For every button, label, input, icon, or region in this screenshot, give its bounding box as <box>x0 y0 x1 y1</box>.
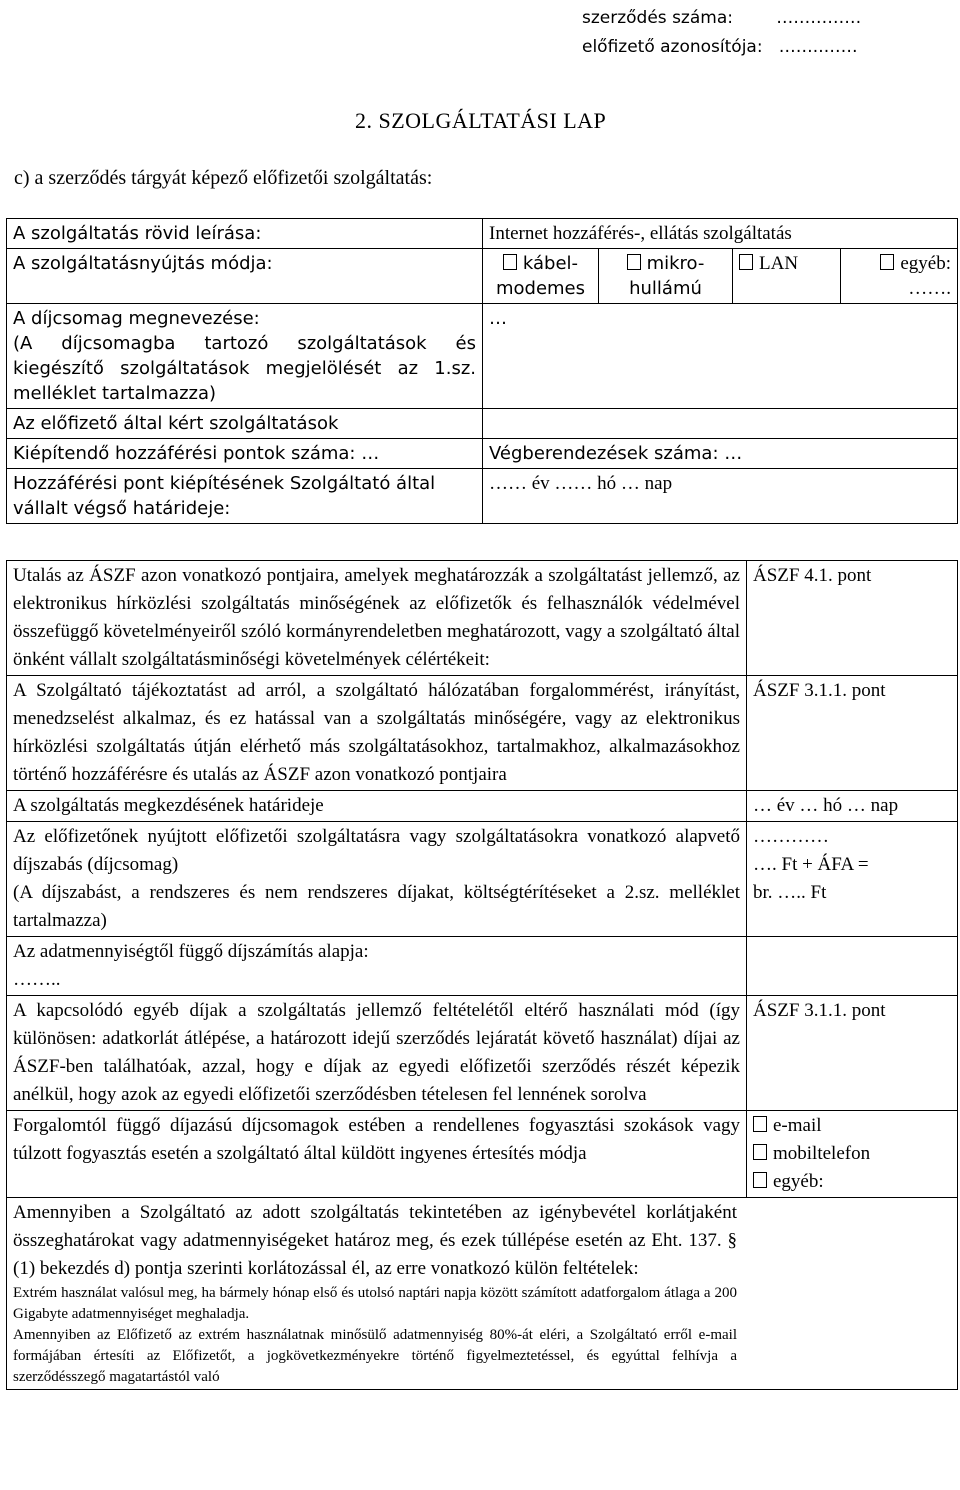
short-desc-value: Internet hozzáférés-, ellátás szolgáltatás <box>483 219 958 249</box>
method-option-lan[interactable] <box>733 249 841 304</box>
row-text: A szolgáltatás megkezdésének határideje <box>7 791 747 822</box>
method-option-other[interactable] <box>841 249 958 304</box>
package-label: A díjcsomag megnevezése: (A díjcsomagba tartozó szolgáltatások és kiegészítő szolgáltatások megjelölését az 1.sz. melléklet tartalmazza) <box>7 304 483 409</box>
table-row <box>7 469 958 524</box>
row-ref <box>747 937 958 996</box>
option-label: mikro- hullámú <box>629 253 705 299</box>
contract-number-value: …………… <box>776 8 862 28</box>
table-row <box>7 1111 958 1198</box>
table-row <box>7 304 958 409</box>
row-ref: ÁSZF 4.1. pont <box>747 561 958 676</box>
row-text: Az előfizetőnek nyújtott előfizetői szolgáltatásra vagy szolgáltatásokra vonatkozó alapvető díjszabás (díjcsomag) (A díjszabást, a rendszeres és nem rendszeres díjakat, költségtérítéseket a 2.sz. melléklet tartalmazza) <box>7 822 747 937</box>
notification-options <box>747 1111 958 1198</box>
contract-number-label: szerződés száma: <box>582 8 733 28</box>
option-mobile[interactable] <box>753 1140 951 1168</box>
table-row <box>7 996 958 1111</box>
option-label: mobiltelefon <box>773 1143 871 1164</box>
service-summary-table <box>6 218 958 524</box>
checkbox-icon[interactable] <box>739 254 753 270</box>
section-subtitle: c) a szerződés tárgyát képező előfizetői szolgáltatás: <box>14 167 433 189</box>
row-text: Amennyiben a Szolgáltató az adott szolgáltatás tekintetében az igénybevétel korlátjaként összeghatárokat vagy adatmennyiségeket határoz meg, és ezek túllépése esetén az Eht. 137. § (1) bekezdés d) pontja szerinti korlátozással él, az erre vonatkozó külön feltételek: <box>13 1202 737 1279</box>
method-option-microwave[interactable] <box>599 249 733 304</box>
table-row <box>7 937 958 996</box>
table-row <box>7 439 958 469</box>
row-ref: ………… …. Ft + ÁFA = br. ….. Ft <box>747 822 958 937</box>
extreme-use-warning: Amennyiben az Előfizető az extrém használatnak minősülő adatmennyiség 80%-át eléri, a Szolgáltató erről e-mail formájában értesíti az Előfizetőt, a jogkövetkezményekre történő figyelmeztetéssel, és egyúttal felhívja a szerződésszegő magatartástól való <box>13 1327 737 1385</box>
option-label: egyéb: ……. <box>900 253 951 299</box>
row-ref: … év … hó … nap <box>747 791 958 822</box>
row-ref: ÁSZF 3.1.1. pont <box>747 676 958 791</box>
table-row <box>7 409 958 439</box>
option-other[interactable] <box>753 1168 951 1196</box>
requested-services-label: Az előfizető által kért szolgáltatások <box>7 409 483 439</box>
deadline-value: …… év …… hó … nap <box>483 469 958 524</box>
table-row <box>7 822 958 937</box>
checkbox-icon[interactable] <box>627 254 641 270</box>
requested-services-value <box>483 409 958 439</box>
table-row <box>7 791 958 822</box>
checkbox-icon[interactable] <box>753 1144 767 1160</box>
access-points-label: Kiépítendő hozzáférési pontok száma: … <box>7 439 483 469</box>
table-row <box>7 1198 958 1390</box>
document-header <box>582 4 861 62</box>
option-label: egyéb: <box>773 1171 824 1192</box>
option-label: e-mail <box>773 1115 822 1136</box>
row-text: Forgalomtól függő díjazású díjcsomagok estében a rendellenes fogyasztási szokások vagy túlzott fogyasztás esetén a szolgáltató által küldött ingyenes értesítés módja <box>7 1111 747 1198</box>
checkbox-icon[interactable] <box>753 1116 767 1132</box>
limits-cell <box>7 1198 958 1390</box>
table-row <box>7 676 958 791</box>
service-details-table <box>6 560 958 1390</box>
checkbox-icon[interactable] <box>753 1172 767 1188</box>
option-email[interactable] <box>753 1112 951 1140</box>
subscriber-id-value: ……..…… <box>778 37 858 57</box>
short-desc-label: A szolgáltatás rövid leírása: <box>7 219 483 249</box>
table-row <box>7 561 958 676</box>
table-row <box>7 249 958 304</box>
page-title: 2. SZOLGÁLTATÁSI LAP <box>355 108 607 133</box>
checkbox-icon[interactable] <box>503 254 517 270</box>
table-row <box>7 219 958 249</box>
row-text: A Szolgáltató tájékoztatást ad arról, a szolgáltató hálózatában forgalommérést, irányítást, menedzselést alkalmaz, és ez hatással van a szolgáltatás minőségére, vagy az elektronikus hírközlési szolgáltatás útján elérhető más szolgáltatásokhoz, tartalmakhoz, alkalmazásokhoz történő hozzáférésre és utalás az ÁSZF azon vonatkozó pontjaira <box>7 676 747 791</box>
option-label: kábel- modemes <box>495 253 586 299</box>
option-label: LAN <box>759 253 799 274</box>
checkbox-icon[interactable] <box>880 254 894 270</box>
row-ref: ÁSZF 3.1.1. pont <box>747 996 958 1111</box>
row-text: A kapcsolódó egyéb díjak a szolgáltatás jellemző feltételétől eltérő használati mód (így különösen: adatkorlát átlépése, a határozott idejű szerződés lejáratát követő használat) díjai az ÁSZF-ben találhatóak, azzal, hogy e díjak az egyedi előfizetői szerződés részét képezik anélkül, hogy azok az egyedi előfizetői szerződésben tételesen fel lennének sorolva <box>7 996 747 1111</box>
devices-label: Végberendezések száma: … <box>483 439 958 469</box>
deadline-label: Hozzáférési pont kiépítésének Szolgáltató által vállalt végső határideje: <box>7 469 483 524</box>
method-label: A szolgáltatásnyújtás módja: <box>7 249 483 304</box>
subscriber-id-label: előfizető azonosítója: <box>582 37 763 57</box>
extreme-use-note: Extrém használat valósul meg, ha bármely hónap első és utolsó naptári napja között számított adatforgalom átlaga a 200 Gigabyte adatmennyiséget meghaladja. <box>13 1285 737 1322</box>
row-text: Az adatmennyiségtől függő díjszámítás alapja: …….. <box>7 937 747 996</box>
row-text: Utalás az ÁSZF azon vonatkozó pontjaira, amelyek meghatározzák a szolgáltatást jellemző, az elektronikus hírközlési szolgáltatás minőségének az előfizetők és felhasználók védelmével összefüggő követelményeiről szóló kormányrendeletben meghatározott, vagy a szolgáltató által önként vállalt szolgáltatásminőségi követelmények célértékeit: <box>7 561 747 676</box>
package-value: … <box>483 304 958 409</box>
method-option-cable[interactable] <box>483 249 599 304</box>
